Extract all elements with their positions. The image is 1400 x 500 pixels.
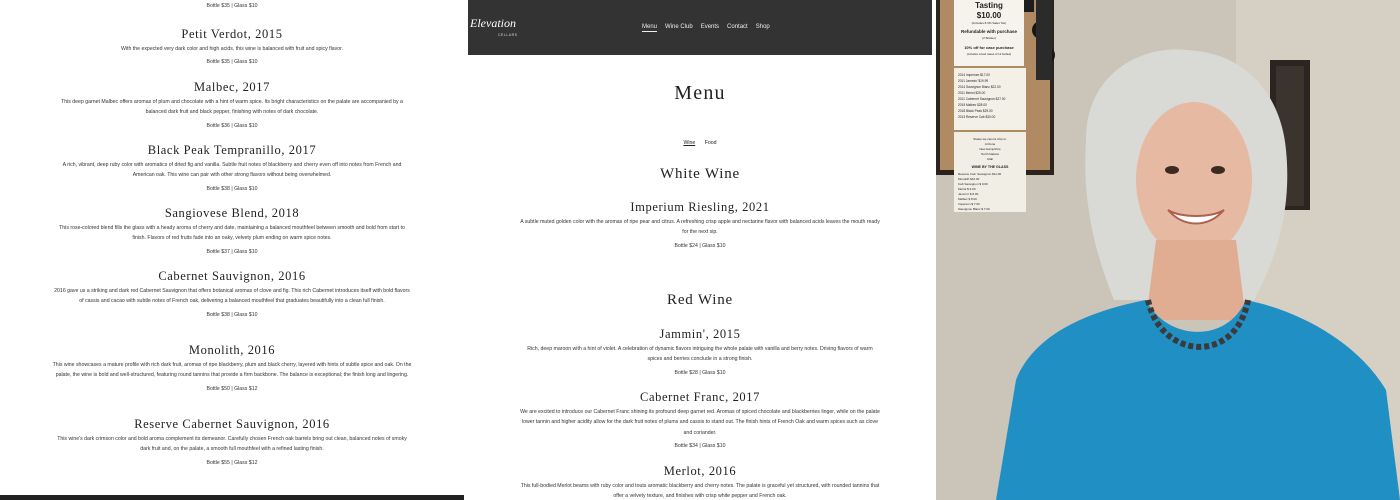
site-logo[interactable]: Elevation: [470, 16, 516, 30]
eye: [1211, 166, 1225, 174]
wine-price: Bottle $38 | Glass $10: [206, 311, 258, 318]
sign-note: Arizona: [984, 142, 996, 146]
sign-list-item: 2011 Cabernet Sauvignon $27.00: [958, 97, 1006, 101]
sign-glass-item: Merlot $ 9.00: [958, 187, 976, 191]
wine-description: This wine showcases a mature profile with rich dark fruit, aromas of ripe blackberry, plum and black cherry, layered with hints of subtle spice and oak. On the palate, the wine is bold and well-structured, featuring round tannins that provide a firm backbone. The balance is exceptional; the finish long and lingering.: [52, 362, 412, 379]
wine-name: Petit Verdot, 2015: [181, 27, 283, 41]
wine-description: 2016 gave us a striking and dark red Cabernet Sauvignon that offers botanical aromas of clove and fig. This rich Cabernet introduces itself with bold flavors of cassis and cacao with subtle notes of French oak, delivering a balanced mouthfeel that graduates beautifully into a clean full finish.: [54, 288, 410, 305]
section-title-white-wine: White Wine: [659, 166, 740, 182]
neck: [1146, 240, 1246, 320]
wine-name: Sangiovese Blend, 2018: [164, 206, 300, 220]
eye: [1165, 166, 1179, 174]
wine-item: [52, 343, 412, 394]
website-menu-panel: [468, 0, 932, 500]
wine-item: [520, 464, 880, 500]
wine-description: A rich, vibrant, deep ruby color with aromatics of dried fig and vanilla. Subtle fruit notes of blackberry and cherry even off into notes from French and American oak. This wine can pair with other strong flavors without being overwhelmed.: [62, 162, 402, 179]
footer-bar: [0, 495, 464, 500]
sign-glass-title: WINE BY THE GLASS: [971, 165, 1009, 169]
wine-price: Bottle $35 | Glass $10: [206, 59, 258, 66]
sign-line: (includes mixed cases of 12 bottles): [966, 52, 1012, 56]
nav-item-contact[interactable]: Contact: [727, 24, 748, 30]
tab-wine[interactable]: Wine: [683, 140, 696, 146]
sign-line: $10.00: [976, 11, 1002, 20]
sign-glass-item: Monolith $10.00: [958, 177, 980, 181]
wine-name: Monolith, 2016: [188, 343, 276, 357]
left-menu-panel: [0, 0, 464, 500]
wine-price: Bottle $35 | Glass $10: [206, 3, 258, 9]
sign-note: States we cannot ship to:: [973, 137, 1007, 141]
wine-price: Bottle $36 | Glass $10: [206, 122, 258, 129]
main-nav: [642, 24, 770, 32]
wine-price: Bottle $38 | Glass $10: [206, 185, 258, 192]
photo-illustration: [936, 0, 1400, 500]
sign-glass-item: Imperium $ 7.00: [958, 202, 980, 206]
sign-line: Tasting: [975, 1, 1003, 10]
wine-description: Rich, deep maroon with a hint of violet. A celebration of dynamic flavors intriguing the whole palate with vanilla and berry notes. Driving flavors of warm spices and berries conclude in a strong finish.: [527, 346, 873, 363]
wine-item: [520, 327, 880, 378]
wine-price: Bottle $34 | Glass $10: [674, 443, 726, 450]
section-title-red-wine: Red Wine: [667, 292, 733, 308]
wine-item: [52, 80, 412, 131]
face: [1136, 102, 1252, 258]
wine-name: Malbec, 2017: [194, 80, 270, 94]
site-logo-subtitle: CELLARS: [498, 33, 518, 37]
sign-note: Utah: [986, 157, 994, 161]
nav-item-shop[interactable]: Shop: [755, 24, 770, 30]
nav-item-wine-club[interactable]: Wine Club: [665, 24, 693, 30]
wine-price: Bottle $24 | Glass $10: [674, 242, 726, 249]
wine-name: Merlot, 2016: [663, 464, 737, 478]
sign-note: New Hampshire: [979, 147, 1001, 151]
wine-price: Bottle $37 | Glass $10: [206, 248, 258, 255]
wine-description: A subtle muted golden color with the aromas of ripe pear and citrus. A refreshing crisp apple and nectarine flavor with balanced acids leaves the mouth ready for the next sip.: [520, 219, 880, 236]
wine-name: Reserve Cabernet Sauvignon, 2016: [134, 417, 330, 431]
sign-line: 10% off for case purchase: [964, 45, 1014, 50]
sign-list-item: 2014 Sauvignon Blanc $22.00: [958, 85, 1001, 89]
wine-item: [520, 390, 880, 451]
wine-description: This rose-colored blend fills the glass with a heady aroma of cherry and date, maintaining a balanced mouthfeel between smooth and bold from start to finish. Flavors of red fruits fade into an oaky, velvety plum ending on warm spice notes.: [59, 225, 405, 242]
sign-line: (2 Bottles): [982, 36, 996, 40]
sign-list-item: 2013 Reserve Cab $30.00: [958, 115, 996, 119]
sign-glass-item: Reserve Cab. Sauvignon $11.00: [958, 172, 1002, 176]
tab-food[interactable]: Food: [704, 140, 717, 146]
sign-list-item: 2018 Black Peak $29.00: [958, 109, 993, 113]
wine-description: We are excited to introduce our Cabernet Franc shining its profound deep garnet red. Aromas of spiced chocolate and blackberries linger, while on the palate lower tannin and higher acidity allow for the dark fruit notes of plums and cassis to stand out. The finish hints of French Oak and warm spices such as clove and coriander.: [520, 409, 880, 436]
sign-list-item: 2011 Jammin' $19.99: [958, 79, 989, 83]
nav-item-menu[interactable]: Menu: [642, 24, 658, 30]
wine-name: Cabernet Sauvignon, 2016: [158, 269, 306, 283]
sign-glass-item: Cab Sauvignon $ 9.00: [958, 182, 988, 186]
sign-list-item: 2015 Malbec $28.00: [958, 103, 987, 107]
wine-description: This full-bodied Merlot beams with ruby color and touts aromatic blackberry and cherry notes. The palate is graceful yet structured, with rounded tannins that offer a velvety texture, and finishes with crisp white pepper and French oak.: [520, 483, 880, 500]
wine-name: Black Peak Tempranillo, 2017: [147, 143, 317, 157]
page-title: Menu: [674, 82, 726, 104]
nav-item-events[interactable]: Events: [700, 24, 720, 30]
sign-line: (Includes 8.3% Sales Tax): [971, 21, 1007, 25]
wine-name: Jammin', 2015: [659, 327, 741, 341]
sign-glass-item: Malbec $ 8.00: [958, 197, 977, 201]
sign-glass-item: Jammin' $ 8.00: [958, 192, 979, 196]
sign-glass-item: Sauvignon Blanc $ 7.00: [958, 207, 990, 211]
wine-price: Bottle $28 | Glass $10: [674, 369, 726, 376]
wine-item: [52, 27, 412, 67]
sign-line: Refundable with purchase: [960, 29, 1018, 34]
sign-list-item: 2014 Imperium $17.00: [958, 73, 990, 77]
wine-item: [52, 417, 412, 468]
sign-note: North Dakota: [981, 152, 999, 156]
wine-item: [52, 269, 412, 320]
wine-item: [52, 143, 412, 194]
wine-description: This wine's dark crimson color and bold aroma complement its demeanor. Carefully chosen French oak barrels bring out clean, balanced notes of smoky dark fruit and, on the palate, a smooth full mouthfeel with a refined lasting finish.: [57, 436, 407, 453]
wine-price: Bottle $55 | Glass $12: [206, 459, 258, 466]
wine-name: Cabernet Franc, 2017: [640, 390, 760, 404]
wine-price: Bottle $50 | Glass $12: [206, 385, 258, 392]
wine-description: With the expected very dark color and high acids, this wine is balanced with fruit and spicy flavor.: [120, 46, 344, 52]
menu-subtabs: [468, 140, 932, 146]
wine-description: This deep garnet Malbec offers aromas of plum and chocolate with a hint of warm spice. Its bright characteristics on the palate are accompanied by a balanced dark fruit and black pepper, finishing with notes of dark chocolate.: [61, 99, 403, 116]
wine-item: [52, 206, 412, 257]
photo-panel: [936, 0, 1400, 500]
wine-item: [520, 200, 880, 251]
site-header: [468, 0, 932, 55]
wine-name: Imperium Riesling, 2021: [630, 200, 770, 214]
sign-list-item: 2011 Merlot $25.00: [958, 91, 986, 95]
